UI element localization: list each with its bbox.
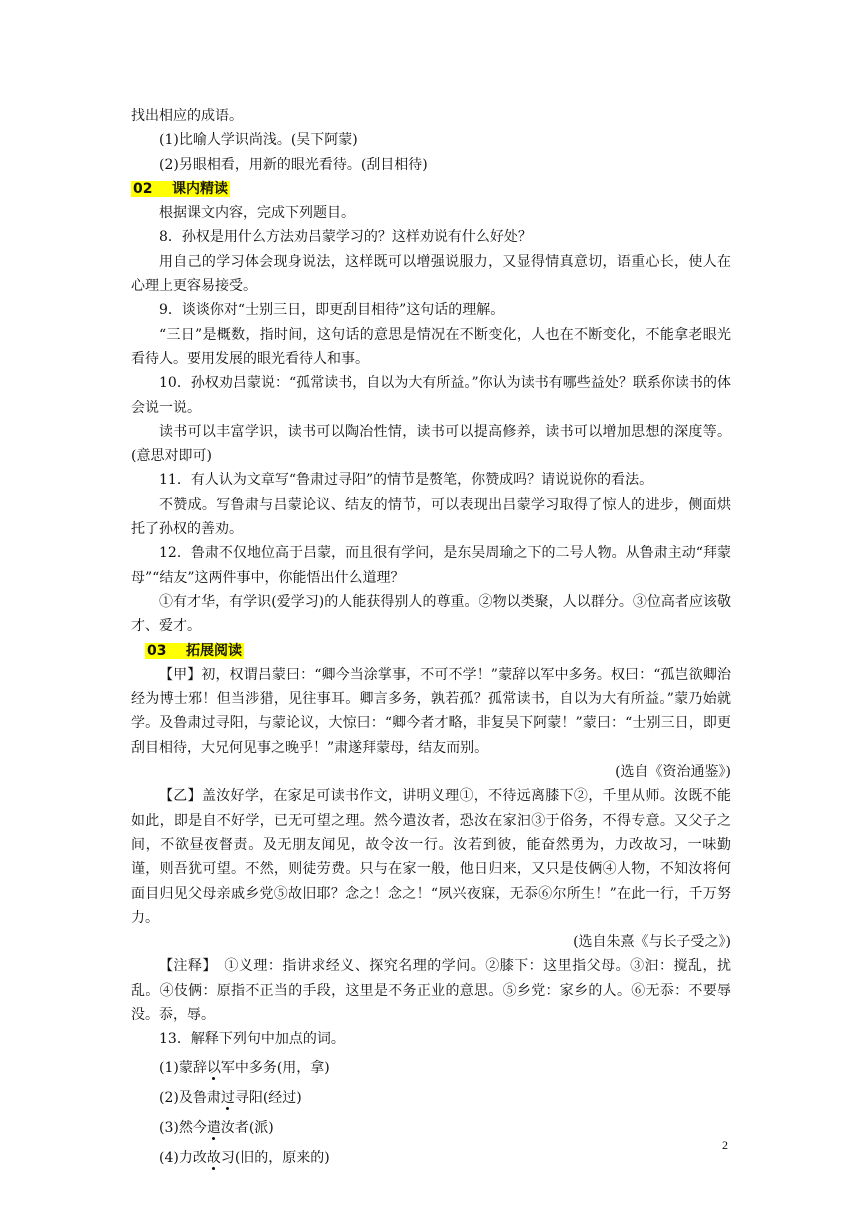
sub-item: (1)蒙辞以军中多务(用，拿) [159,1059,330,1076]
answer-10: 读书可以丰富学识，读书可以陶冶性情，读书可以提高修养，读书可以增加思想的深度等。(意思对即可) [131,423,731,465]
document-page [131,104,731,1171]
text-line: 找出相应的成语。 [131,108,243,124]
passage-yi-source: (选自朱熹《与长子受之》) [573,934,731,951]
dotted-word: 过 [220,1089,235,1106]
passage-yi: 【乙】盖汝好学，在家足可读书作文，讲明义理①，不待远离膝下②，千里从师。汝既不能如此，即是自不好学，已无可望之理。然今遣汝者，恐汝在家汩③于俗务，不得专意。又父子之间，不欲昼夜督责。及无朋友闻见，故令汝一行。汝若到彼，能奋然勇为，力改故习，一味勤谨，则吾犹可望。不然，则徒劳费。只与在家一般，他日归来，又只是伎俩④人物，不知汝将何面目归见父母亲戚乡党⑤故旧耶？念之！念之！“夙兴夜寐，无忝⑥尔所生！”在此一行，千万努力。 [131,788,731,926]
answer-line: (2)另眼相看，用新的眼光看待。(刮目相待) [159,156,428,173]
section-number: 02 [133,180,153,197]
section-heading-03 [131,639,731,663]
question-8: 8．孙权是用什么方法劝吕蒙学习的？这样劝说有什么好处？ [159,229,532,246]
section-number: 03 [147,642,167,659]
dotted-word: 故 [206,1150,221,1167]
question-9: 9．谈谈你对“士别三日，即更刮目相待”这句话的理解。 [159,302,505,319]
question-12: 12．鲁肃不仅地位高于吕蒙，而且很有学问，是东吴周瑜之下的二号人物。从鲁肃主动“拜蒙母”“结友”这两件事中，你能悟出什么道理？ [131,545,731,586]
question-11: 11．有人认为文章写“鲁肃过寻阳”的情节是赘笔，你赞成吗？请说说你的看法。 [159,472,654,489]
dotted-word: 遣 [206,1120,221,1137]
answer-line: (1)比喻人学识尚浅。(吴下阿蒙) [159,132,358,149]
question-10: 10．孙权劝吕蒙说：“孤常读书，自以为大有所益。”你认为读书有哪些益处？联系你读书的体会说一说。 [131,375,731,416]
page-number: 2 [722,1138,728,1152]
sub-item: (2)及鲁肃过寻阳(经过) [159,1089,302,1106]
passage-jia-source: (选自《资治通鉴》) [615,764,731,781]
section-title: 拓展阅读 [185,642,242,659]
section-title: 课内精读 [171,180,228,197]
answer-9: “三日”是概数，指时间，这句话的意思是情况在不断变化，人也在不断变化，不能拿老眼光看待人。要用发展的眼光看待人和事。 [131,326,731,367]
answer-8: 用自己的学习体会现身说法，这样既可以增强说服力，又显得情真意切，语重心长，使人在心理上更容易接受。 [131,253,731,295]
dotted-word: 以 [206,1059,221,1076]
section-heading-02 [131,177,731,201]
answer-11: 不赞成。写鲁肃与吕蒙论议、结友的情节，可以表现出吕蒙学习取得了惊人的进步，侧面烘托了孙权的善劝。 [131,496,731,538]
sub-item: (4)力改故习(旧的，原来的) [159,1150,330,1167]
instruction: 根据课文内容，完成下列题目。 [159,205,355,222]
annotations: 【注释】 ①义理：指讲求经义、探究名理的学问。②膝下：这里指父母。③汩：搅乱，扰乱。④伎俩：原指不正当的手段，这里是不务正业的意思。⑤乡党：家乡的人。⑥无忝：不要辱没。忝，辱。 [131,958,731,1023]
sub-item: (3)然今遣汝者(派) [159,1120,274,1137]
answer-12: ①有才华，有学识(爱学习)的人能获得别人的尊重。②物以类聚，人以群分。③位高者应该敬才、爱才。 [131,593,731,635]
question-13: 13．解释下列句中加点的词。 [159,1031,345,1048]
passage-jia: 【甲】初，权谓吕蒙曰：“卿今当涂掌事，不可不学！”蒙辞以军中多务。权曰：“孤岂欲卿治经为博士邪！但当涉猎，见往事耳。卿言多务，孰若孤？孤常读书，自以为大有所益。”蒙乃始就学。及鲁肃过寻阳，与蒙论议，大惊曰：“卿今者才略，非复吴下阿蒙！”蒙曰：“士别三日，即更刮目相待，大兄何见事之晚乎！”肃遂拜蒙母，结友而别。 [131,666,731,756]
